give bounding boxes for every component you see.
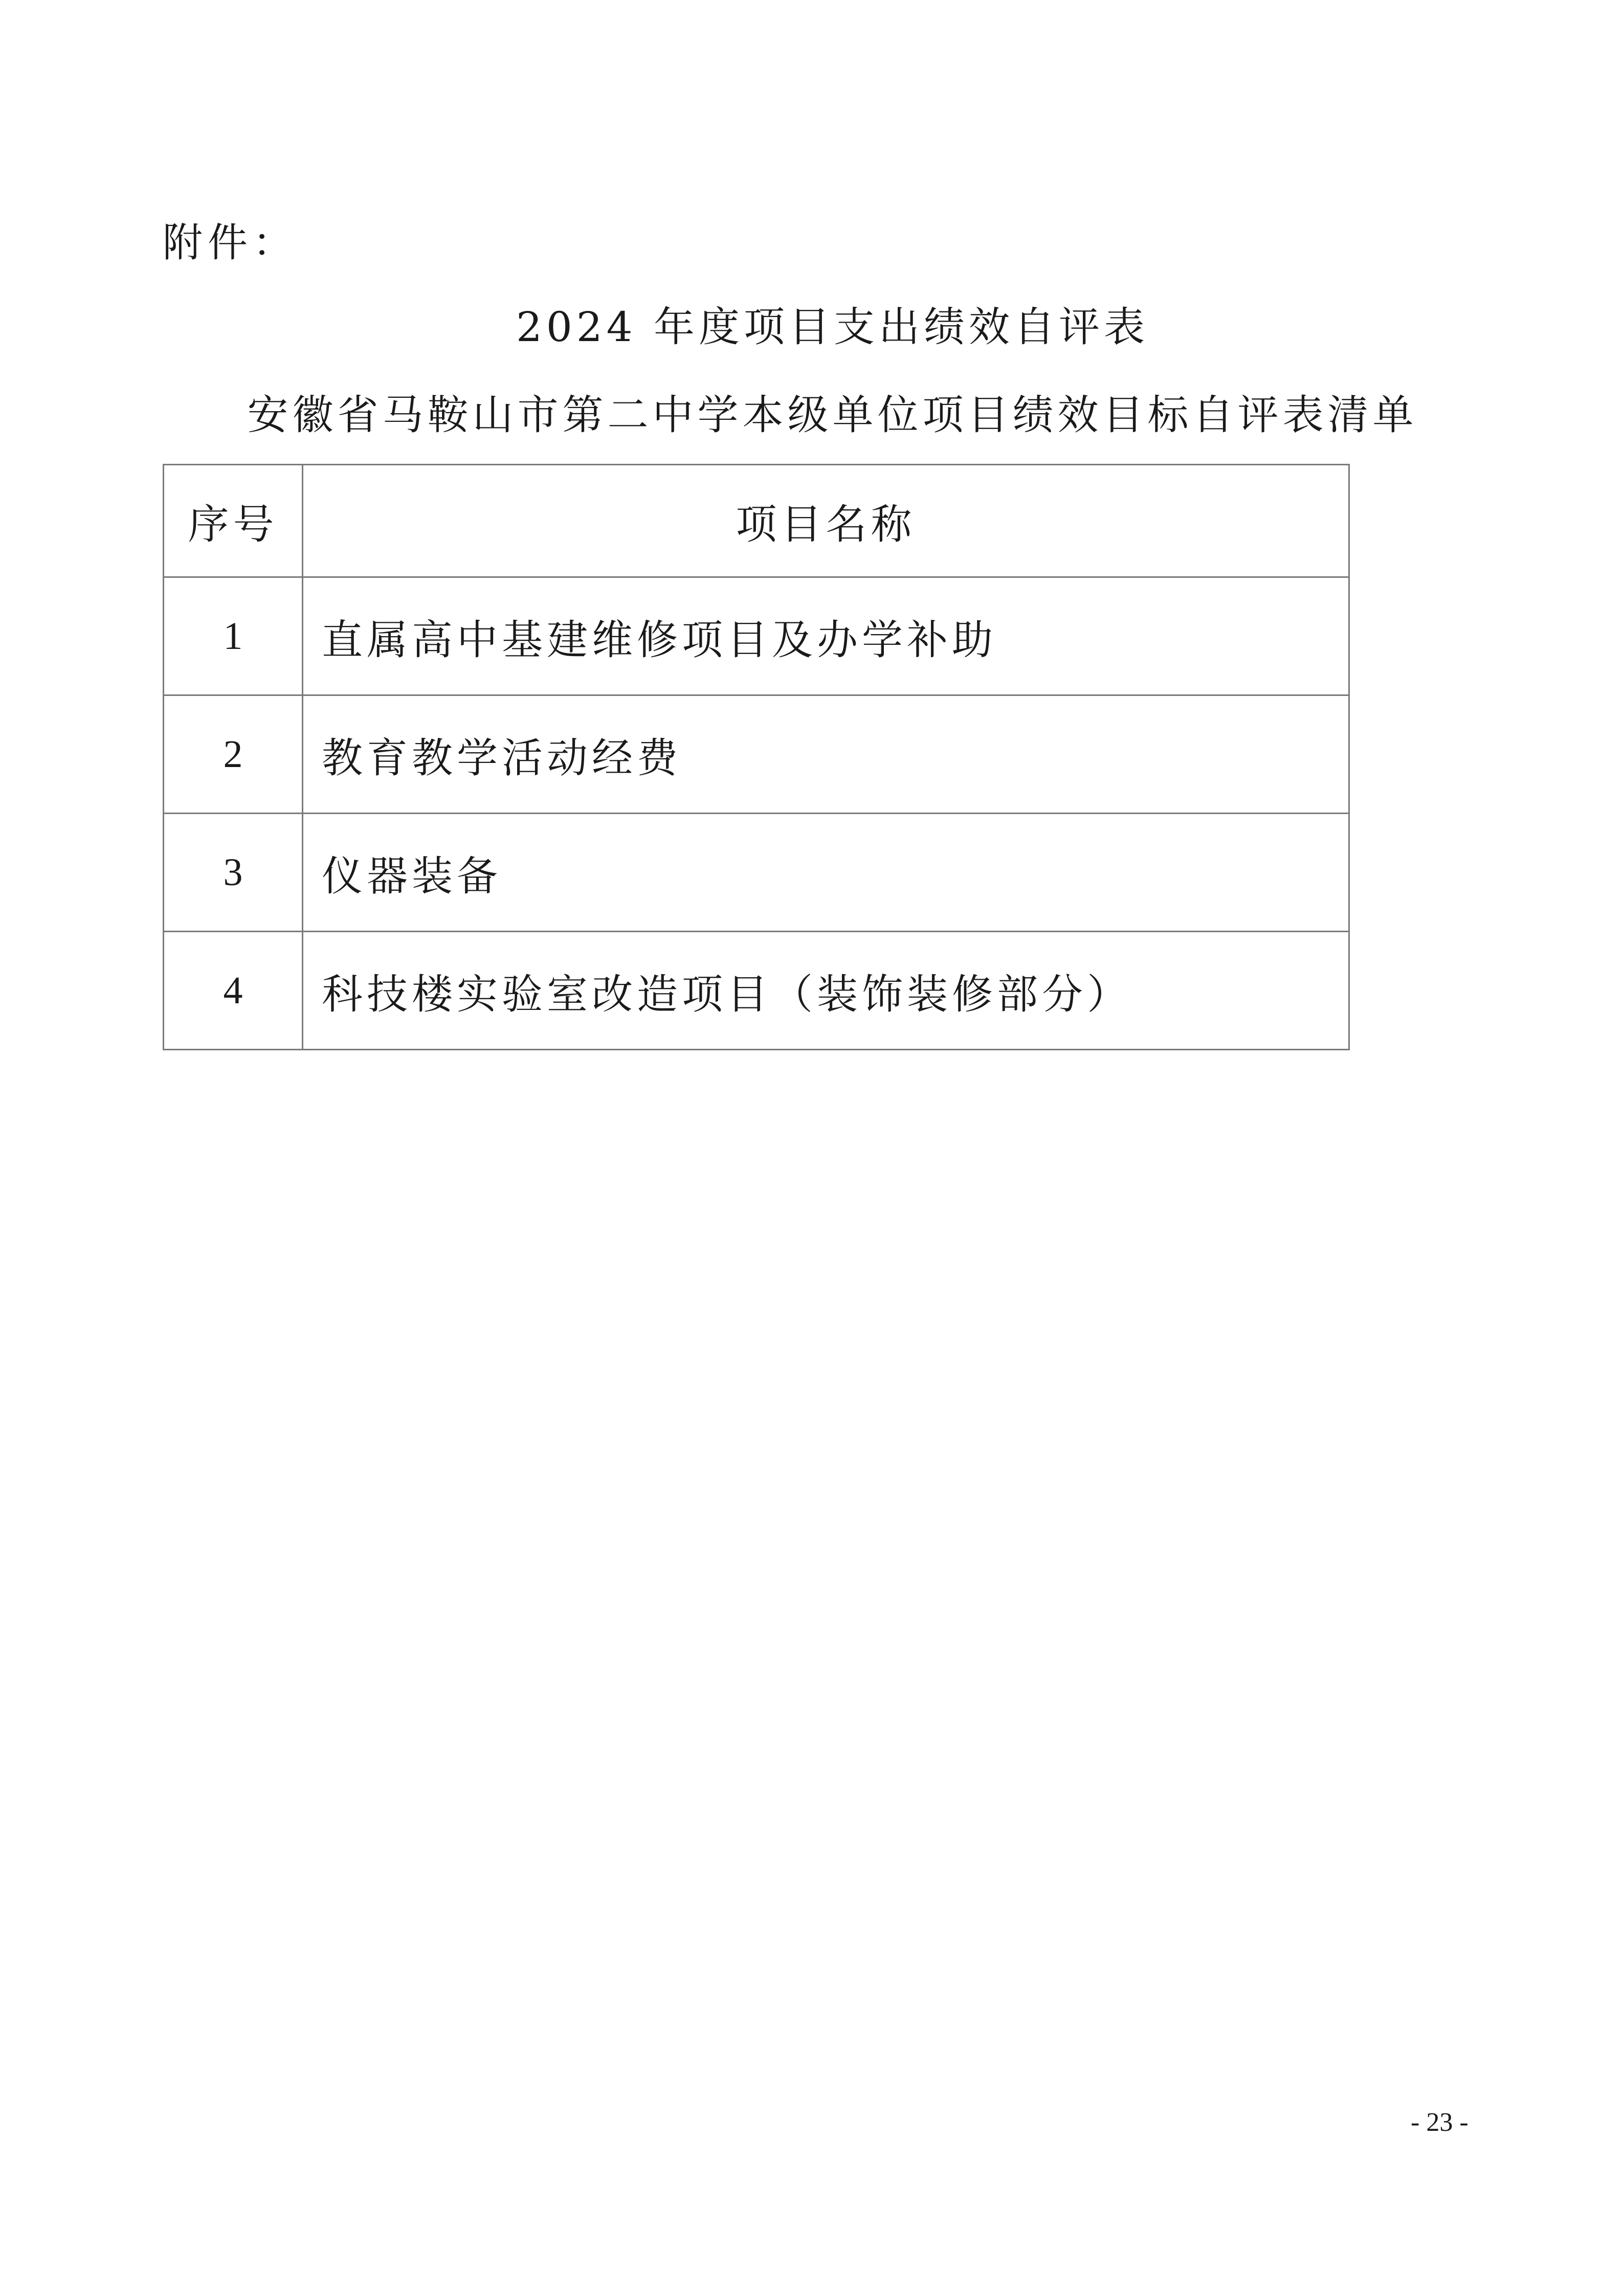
attachment-label: 附件： xyxy=(163,220,298,266)
table-row xyxy=(164,695,1349,814)
table-row xyxy=(164,814,1349,932)
row-project-name: 仪器装备 xyxy=(303,814,1349,932)
document-title: 2024 年度项目支出绩效自评表 xyxy=(516,303,1149,351)
row-serial-number: 2 xyxy=(164,695,303,814)
row-serial-number: 3 xyxy=(164,814,303,932)
page-number: - 23 - xyxy=(1411,2108,1469,2137)
table-row xyxy=(164,932,1349,1050)
project-list-table xyxy=(163,464,1350,1050)
document-subtitle: 安徽省马鞍山市第二中学本级单位项目绩效目标自评表清单 xyxy=(247,391,1418,439)
row-project-name: 教育教学活动经费 xyxy=(303,695,1349,814)
header-project-name: 项目名称 xyxy=(303,465,1349,577)
header-serial-number: 序号 xyxy=(164,465,303,577)
row-serial-number: 4 xyxy=(164,932,303,1050)
row-project-name: 直属高中基建维修项目及办学补助 xyxy=(303,577,1349,695)
table-header-row xyxy=(164,465,1349,577)
row-serial-number: 1 xyxy=(164,577,303,695)
row-project-name: 科技楼实验室改造项目（装饰装修部分） xyxy=(303,932,1349,1050)
table-row xyxy=(164,577,1349,695)
